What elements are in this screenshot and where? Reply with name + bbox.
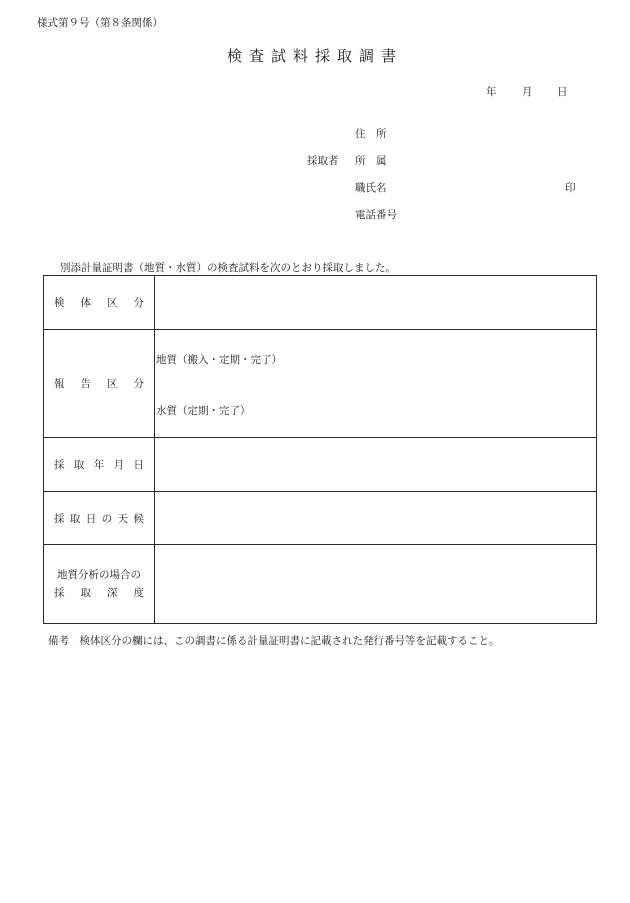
remarks: 備考 検体区分の欄には、この調書に係る計量証明書に記載された発行番号等を記載すること。 [48,635,500,647]
date-year-label: 年 [486,86,497,98]
row-depth [44,545,597,624]
sampling-table [43,275,597,624]
weather-header [44,492,155,545]
form-number: 様式第９号（第８条関係） [37,17,163,29]
sampling-date-header [44,438,155,492]
row-weather [44,492,597,545]
report-option-water[interactable]: 水質（定期・完了） [156,405,251,417]
sampler-label: 採取者 [307,155,339,167]
depth-label-line1: 地質分析の場合の [57,569,141,581]
sampling-date-label: 採取年月日 [54,459,144,471]
sample-type-value[interactable] [155,276,597,330]
date-month-label: 月 [522,86,533,98]
position-name-label: 職氏名 [355,182,387,194]
lead-text: 別添計量証明書（地質・水質）の検査試料を次のとおり採取しました。 [60,262,396,274]
depth-header [44,545,155,624]
sample-type-header [44,276,155,330]
sampling-date-value[interactable] [155,438,597,492]
row-report-type [44,330,597,438]
document-title: 検査試料採取調書 [226,47,403,65]
weather-value[interactable] [155,492,597,545]
affiliation-label: 所 属 [355,155,387,167]
phone-label: 電話番号 [355,209,397,221]
row-sampling-date [44,438,597,492]
date-day-label: 日 [557,86,568,98]
weather-label: 採取日の天候 [54,512,144,525]
report-option-soil[interactable]: 地質（搬入・定期・完了） [156,354,282,366]
report-type-label: 報告区分 [54,378,144,390]
seal-mark: 印 [565,182,576,194]
row-sample-type [44,276,597,330]
sample-type-label: 検体区分 [54,297,144,309]
address-label: 住 所 [355,128,387,140]
depth-label-line2: 採取深度 [54,587,144,599]
report-type-value[interactable] [155,330,597,438]
report-type-header [44,330,155,438]
depth-value[interactable] [155,545,597,624]
